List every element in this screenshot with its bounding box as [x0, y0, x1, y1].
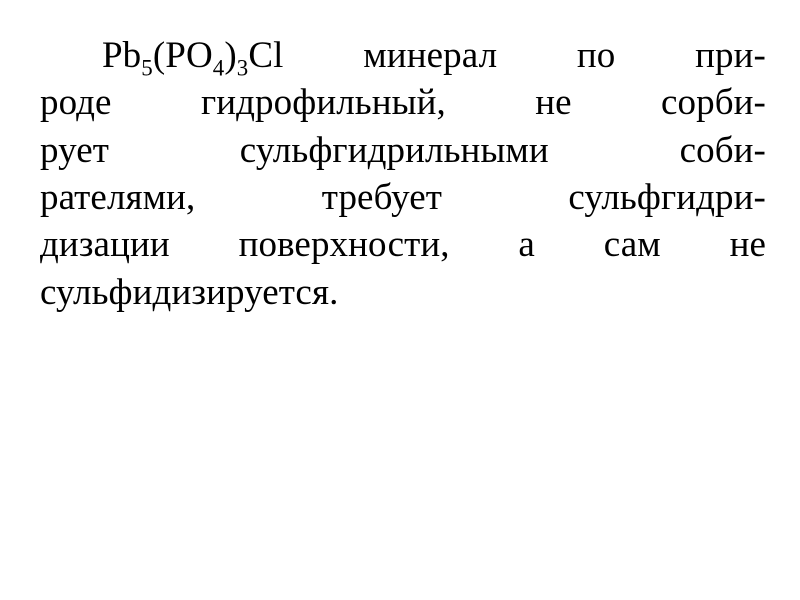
text-line-6 — [40, 269, 766, 316]
formula-sub-4: 4 — [212, 55, 225, 81]
word: сам — [603, 224, 661, 266]
word: гидрофильный, — [200, 82, 446, 124]
word: при- — [695, 35, 766, 76]
text-line-1 — [40, 32, 766, 79]
word: сорби- — [661, 82, 766, 124]
word: сульфгидрильными — [239, 129, 549, 171]
word: не — [729, 224, 766, 266]
word: сульфидизируется. — [40, 271, 339, 313]
text-line-3 — [40, 127, 766, 174]
word: а — [518, 224, 535, 266]
formula-sub-5: 5 — [141, 55, 153, 81]
word: рует — [40, 129, 110, 171]
chemical-formula — [102, 35, 284, 81]
paragraph-indent — [40, 32, 284, 79]
text-line-4 — [40, 174, 766, 221]
word: требует — [321, 177, 442, 219]
formula-po: PO — [165, 35, 213, 76]
word: дизации — [40, 224, 170, 266]
body-text-block — [40, 32, 766, 316]
text-line-2 — [40, 79, 766, 126]
word: соби- — [679, 129, 766, 171]
formula-open-paren: ( — [152, 35, 166, 76]
word: по — [576, 35, 616, 76]
word: не — [535, 82, 572, 124]
formula-close-paren: ) — [224, 35, 237, 76]
word: сульфгидри- — [568, 177, 766, 219]
formula-sub-3: 3 — [236, 55, 249, 81]
formula-pb: Pb — [102, 35, 142, 76]
formula-cl: Cl — [248, 35, 284, 76]
word: минерал — [363, 35, 498, 76]
word: поверхности, — [238, 224, 450, 266]
text-line-5 — [40, 221, 766, 268]
word: роде — [40, 82, 112, 124]
word: рателями, — [40, 177, 196, 219]
